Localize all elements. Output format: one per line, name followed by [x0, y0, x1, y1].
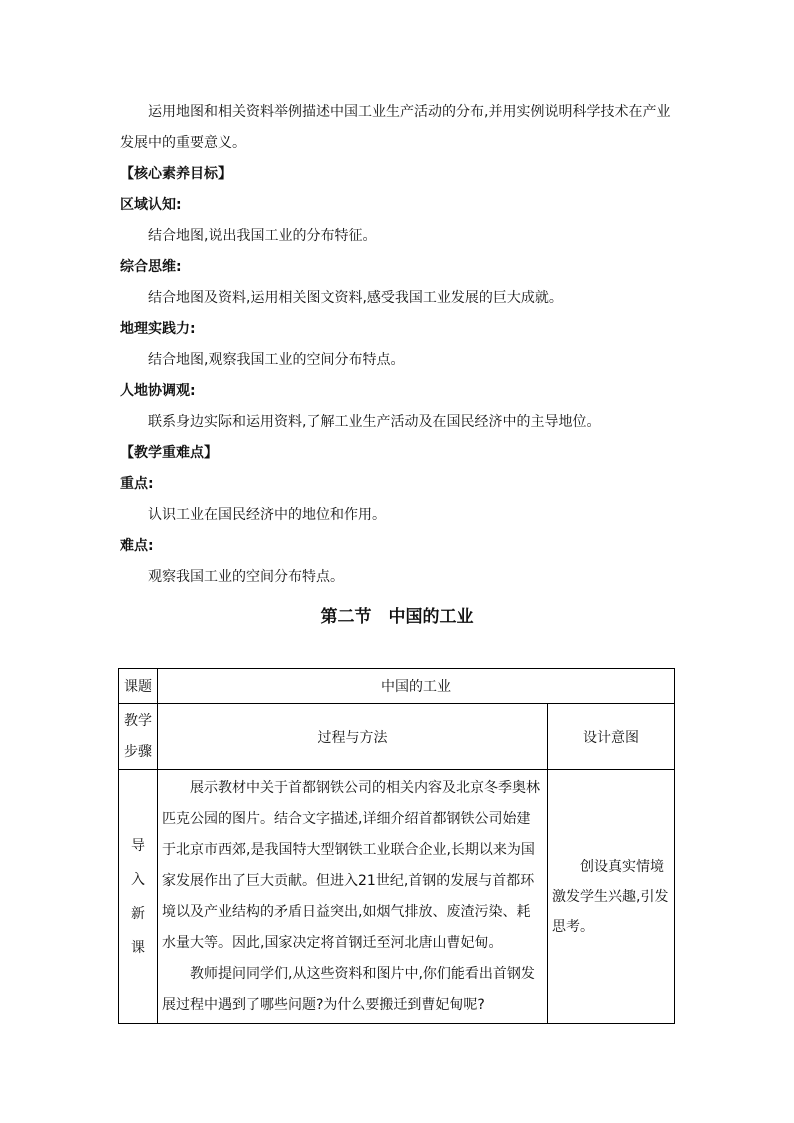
hard-point-label: 难点: — [120, 538, 154, 554]
key-point-label: 重点: — [120, 476, 154, 492]
intro-char-4: 课 — [131, 939, 145, 956]
table-row — [119, 770, 675, 1024]
practice-ability-label: 地理实践力: — [120, 321, 196, 337]
steps-label-line-2: 步骤 — [124, 743, 152, 760]
intro-paragraph-2: 教师提问同学们,从这些资料和图片中,你们能看出首钢发展过程中遇到了哪些问题?为什么要搬迁到曹妃甸呢? — [162, 965, 535, 1013]
section-title: 第二节 中国的工业 — [320, 607, 474, 627]
table-row — [119, 704, 675, 770]
standard-line-2: 发展中的重要意义。 — [120, 135, 246, 151]
lesson-table — [118, 668, 675, 1024]
steps-label-line-1: 教学 — [124, 712, 152, 729]
topic-label-cell: 课题 — [119, 669, 158, 704]
intent-header-cell: 设计意图 — [548, 704, 675, 770]
key-point-text: 认识工业在国民经济中的地位和作用。 — [148, 507, 386, 523]
table-row — [119, 669, 675, 704]
core-literacy-heading: 【核心素养目标】 — [120, 166, 232, 182]
regional-cognition-text: 结合地图,说出我国工业的分布特征。 — [148, 228, 377, 244]
intro-char-3: 新 — [131, 905, 145, 922]
intro-step-label-cell — [119, 770, 158, 1024]
intro-char-1: 导 — [131, 837, 145, 854]
intro-process-cell — [158, 770, 548, 1024]
steps-label-cell — [119, 704, 158, 770]
topic-value-cell: 中国的工业 — [158, 669, 675, 704]
integrated-thinking-text: 结合地图及资料,运用相关图文资料,感受我国工业发展的巨大成就。 — [148, 290, 563, 306]
process-header-cell: 过程与方法 — [158, 704, 548, 770]
regional-cognition-label: 区域认知: — [120, 197, 182, 213]
human-land-label: 人地协调观: — [120, 383, 196, 399]
intro-paragraph-1: 展示教材中关于首都钢铁公司的相关内容及北京冬季奥林匹克公园的图片。结合文字描述,详细介绍首都钢铁公司始建于北京市西郊,是我国特大型钢铁工业联合企业,长期以来为国家发展作出了巨大贡献。但进入21世纪,首钢的发展与首都环境以及产业结构的矛盾日益突出,如烟气排放、废渣污染、耗水量大等。因此,国家决定将首钢迁至河北唐山曹妃甸。 — [162, 779, 540, 951]
standard-line-1: 运用地图和相关资料举例描述中国工业生产活动的分布,并用实例说明科学技术在产业 — [148, 104, 671, 120]
intro-intent-cell: 创设真实情境激发学生兴趣,引发思考。 — [548, 770, 675, 1024]
integrated-thinking-label: 综合思维: — [120, 259, 182, 275]
practice-ability-text: 结合地图,观察我国工业的空间分布特点。 — [148, 352, 405, 368]
hard-point-text: 观察我国工业的空间分布特点。 — [148, 569, 344, 585]
difficulty-heading: 【教学重难点】 — [120, 445, 218, 461]
human-land-text: 联系身边实际和运用资料,了解工业生产活动及在国民经济中的主导地位。 — [148, 414, 601, 430]
intro-char-2: 入 — [131, 871, 145, 888]
